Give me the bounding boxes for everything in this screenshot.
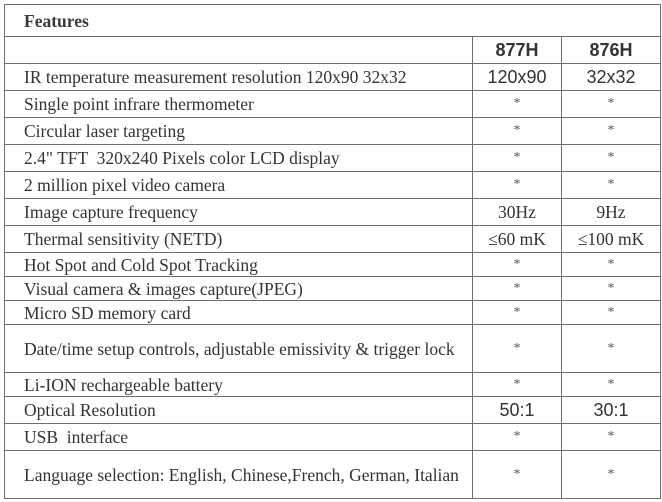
value-876h: 9Hz bbox=[562, 199, 661, 226]
table-row bbox=[5, 226, 661, 253]
feature-cell: Micro SD memory card bbox=[5, 301, 473, 325]
value-877h: * bbox=[473, 325, 562, 373]
value-876h: * bbox=[562, 118, 661, 145]
value-877h: * bbox=[473, 424, 562, 451]
value-877h: 30Hz bbox=[473, 199, 562, 226]
table-title: Features bbox=[5, 5, 661, 37]
features-table-container bbox=[4, 4, 660, 499]
feature-cell: Date/time setup controls, adjustable emissivity & trigger lock bbox=[5, 325, 473, 373]
table-title-row bbox=[5, 5, 661, 37]
value-877h: * bbox=[473, 91, 562, 118]
value-876h: * bbox=[562, 424, 661, 451]
feature-cell: Li-ION rechargeable battery bbox=[5, 373, 473, 397]
value-877h: * bbox=[473, 373, 562, 397]
table-row bbox=[5, 199, 661, 226]
value-876h: ≤100 mK bbox=[562, 226, 661, 253]
value-876h: * bbox=[562, 253, 661, 277]
header-feature-cell bbox=[5, 37, 473, 64]
feature-cell: Single point infrare thermometer bbox=[5, 91, 473, 118]
table-row bbox=[5, 277, 661, 301]
value-877h: 50:1 bbox=[473, 397, 562, 424]
feature-cell: 2.4" TFT 320x240 Pixels color LCD display bbox=[5, 145, 473, 172]
value-876h: * bbox=[562, 325, 661, 373]
feature-cell: Language selection: English, Chinese,French, German, Italian bbox=[5, 451, 473, 499]
feature-cell: Image capture frequency bbox=[5, 199, 473, 226]
value-876h: * bbox=[562, 172, 661, 199]
value-876h: 30:1 bbox=[562, 397, 661, 424]
feature-cell: Optical Resolution bbox=[5, 397, 473, 424]
table-row bbox=[5, 91, 661, 118]
table-row bbox=[5, 172, 661, 199]
value-877h: * bbox=[473, 118, 562, 145]
table-row bbox=[5, 451, 661, 499]
table-row bbox=[5, 301, 661, 325]
feature-cell: Thermal sensitivity (NETD) bbox=[5, 226, 473, 253]
value-877h: * bbox=[473, 253, 562, 277]
value-877h: * bbox=[473, 301, 562, 325]
value-876h: * bbox=[562, 277, 661, 301]
value-876h: * bbox=[562, 145, 661, 172]
table-header-row bbox=[5, 37, 661, 64]
table-row bbox=[5, 64, 661, 91]
value-877h: * bbox=[473, 451, 562, 499]
value-877h: * bbox=[473, 145, 562, 172]
value-876h: * bbox=[562, 301, 661, 325]
value-876h: * bbox=[562, 451, 661, 499]
feature-cell: Hot Spot and Cold Spot Tracking bbox=[5, 253, 473, 277]
header-876h: 876H bbox=[562, 37, 661, 64]
table-row bbox=[5, 424, 661, 451]
feature-cell: Circular laser targeting bbox=[5, 118, 473, 145]
feature-cell: 2 million pixel video camera bbox=[5, 172, 473, 199]
table-row bbox=[5, 253, 661, 277]
value-876h: * bbox=[562, 91, 661, 118]
feature-cell: USB interface bbox=[5, 424, 473, 451]
value-877h: 120x90 bbox=[473, 64, 562, 91]
value-877h: * bbox=[473, 172, 562, 199]
table-row bbox=[5, 325, 661, 373]
feature-cell: IR temperature measurement resolution 120x90 32x32 bbox=[5, 64, 473, 91]
value-877h: * bbox=[473, 277, 562, 301]
value-877h: ≤60 mK bbox=[473, 226, 562, 253]
table-row bbox=[5, 373, 661, 397]
value-876h: 32x32 bbox=[562, 64, 661, 91]
header-877h: 877H bbox=[473, 37, 562, 64]
table-row bbox=[5, 118, 661, 145]
table-row bbox=[5, 145, 661, 172]
features-table bbox=[4, 4, 661, 499]
table-row bbox=[5, 397, 661, 424]
value-876h: * bbox=[562, 373, 661, 397]
feature-cell: Visual camera & images capture(JPEG) bbox=[5, 277, 473, 301]
